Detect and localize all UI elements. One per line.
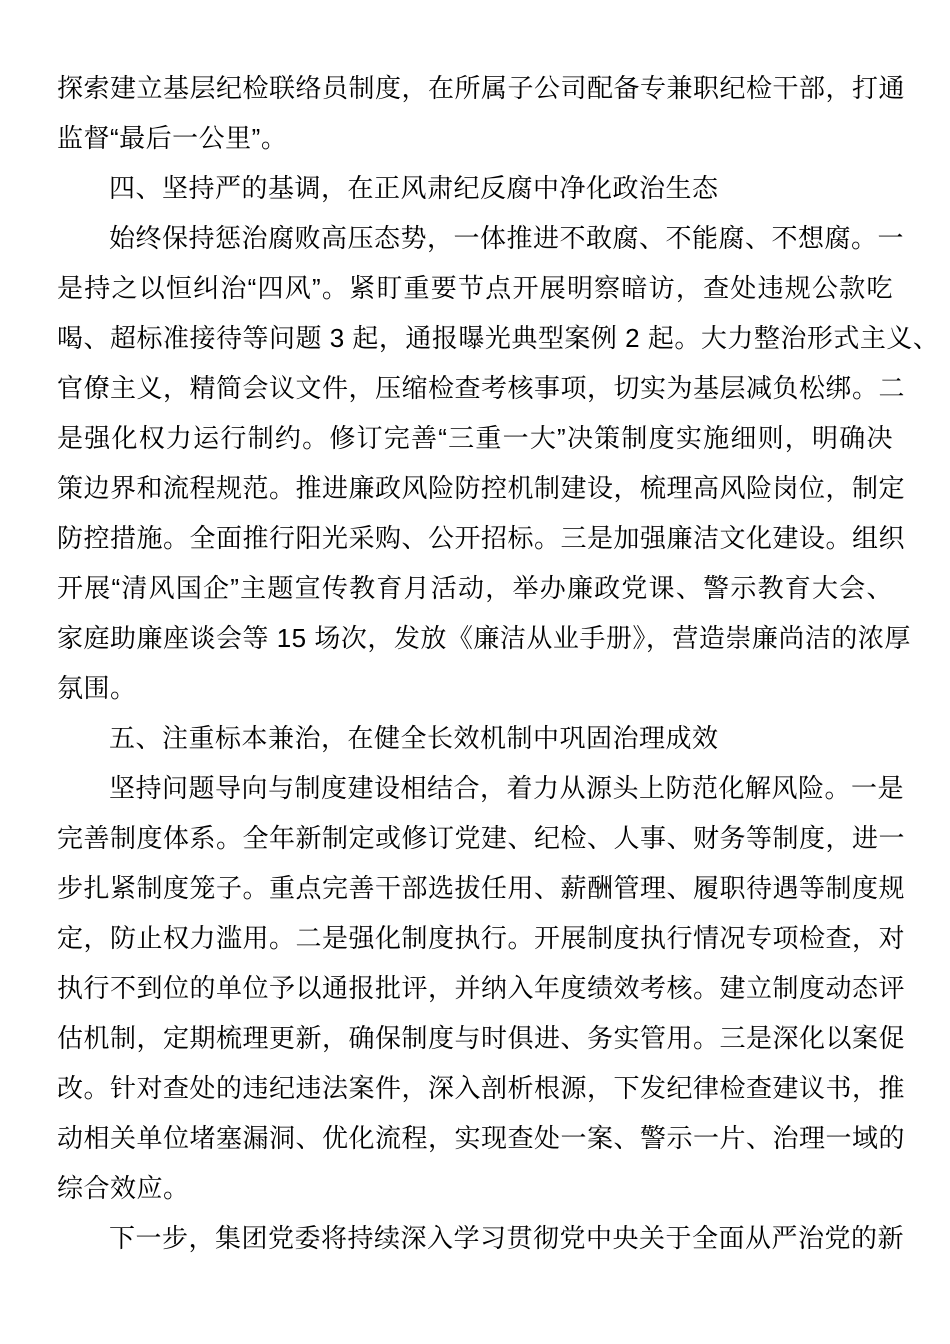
body-text-line: 开展“清风国企”主题宣传教育月活动，举办廉政党课、警示教育大会、	[57, 573, 893, 603]
body-text-line: 下一步，集团党委将持续深入学习贯彻党中央关于全面从严治党的新	[109, 1223, 905, 1253]
body-text-line: 完善制度体系。全年新制定或修订党建、纪检、人事、财务等制度，进一	[57, 823, 906, 853]
body-text-line: 是强化权力运行制约。修订完善“三重一大”决策制度实施细则，明确决	[57, 423, 893, 453]
body-text-line: 是持之以恒纠治“四风”。紧盯重要节点开展明察暗访，查处违规公款吃	[57, 273, 893, 303]
body-text-line: 执行不到位的单位予以通报批评，并纳入年度绩效考核。建立制度动态评	[57, 973, 906, 1003]
body-text-line: 始终保持惩治腐败高压态势，一体推进不敢腐、不能腐、不想腐。一	[109, 223, 905, 253]
body-text-line: 氛围。	[57, 673, 137, 703]
body-text-line: 综合效应。	[57, 1173, 190, 1203]
document-text-area	[57, 63, 940, 1263]
body-text-line: 监督“最后一公里”。	[57, 123, 288, 153]
body-text-line: 探索建立基层纪检联络员制度，在所属子公司配备专兼职纪检干部，打通	[57, 73, 906, 103]
body-text-line: 喝、超标准接待等问题 3 起，通报曝光典型案例 2 起。大力整治形式主义、	[57, 323, 940, 353]
body-text-line: 防控措施。全面推行阳光采购、公开招标。三是加强廉洁文化建设。组织	[57, 523, 906, 553]
section-heading-line: 五、注重标本兼治，在健全长效机制中巩固治理成效	[109, 723, 719, 753]
body-text-line: 动相关单位堵塞漏洞、优化流程，实现查处一案、警示一片、治理一域的	[57, 1123, 906, 1153]
body-text-line: 家庭助廉座谈会等 15 场次，发放《廉洁从业手册》，营造崇廉尚洁的浓厚	[57, 623, 911, 653]
body-text-line: 坚持问题导向与制度建设相结合，着力从源头上防范化解风险。一是	[109, 773, 905, 803]
body-text-line: 改。针对查处的违纪违法案件，深入剖析根源，下发纪律检查建议书，推	[57, 1073, 906, 1103]
body-text-line: 官僚主义，精简会议文件，压缩检查考核事项，切实为基层减负松绑。二	[57, 373, 906, 403]
body-text-line: 定，防止权力滥用。二是强化制度执行。开展制度执行情况专项检查，对	[57, 923, 906, 953]
body-text-line: 步扎紧制度笼子。重点完善干部选拔任用、薪酬管理、履职待遇等制度规	[57, 873, 906, 903]
section-heading-line: 四、坚持严的基调，在正风肃纪反腐中净化政治生态	[109, 173, 719, 203]
body-text-line: 策边界和流程规范。推进廉政风险防控机制建设，梳理高风险岗位，制定	[57, 473, 906, 503]
body-text-line: 估机制，定期梳理更新，确保制度与时俱进、务实管用。三是深化以案促	[57, 1023, 906, 1053]
